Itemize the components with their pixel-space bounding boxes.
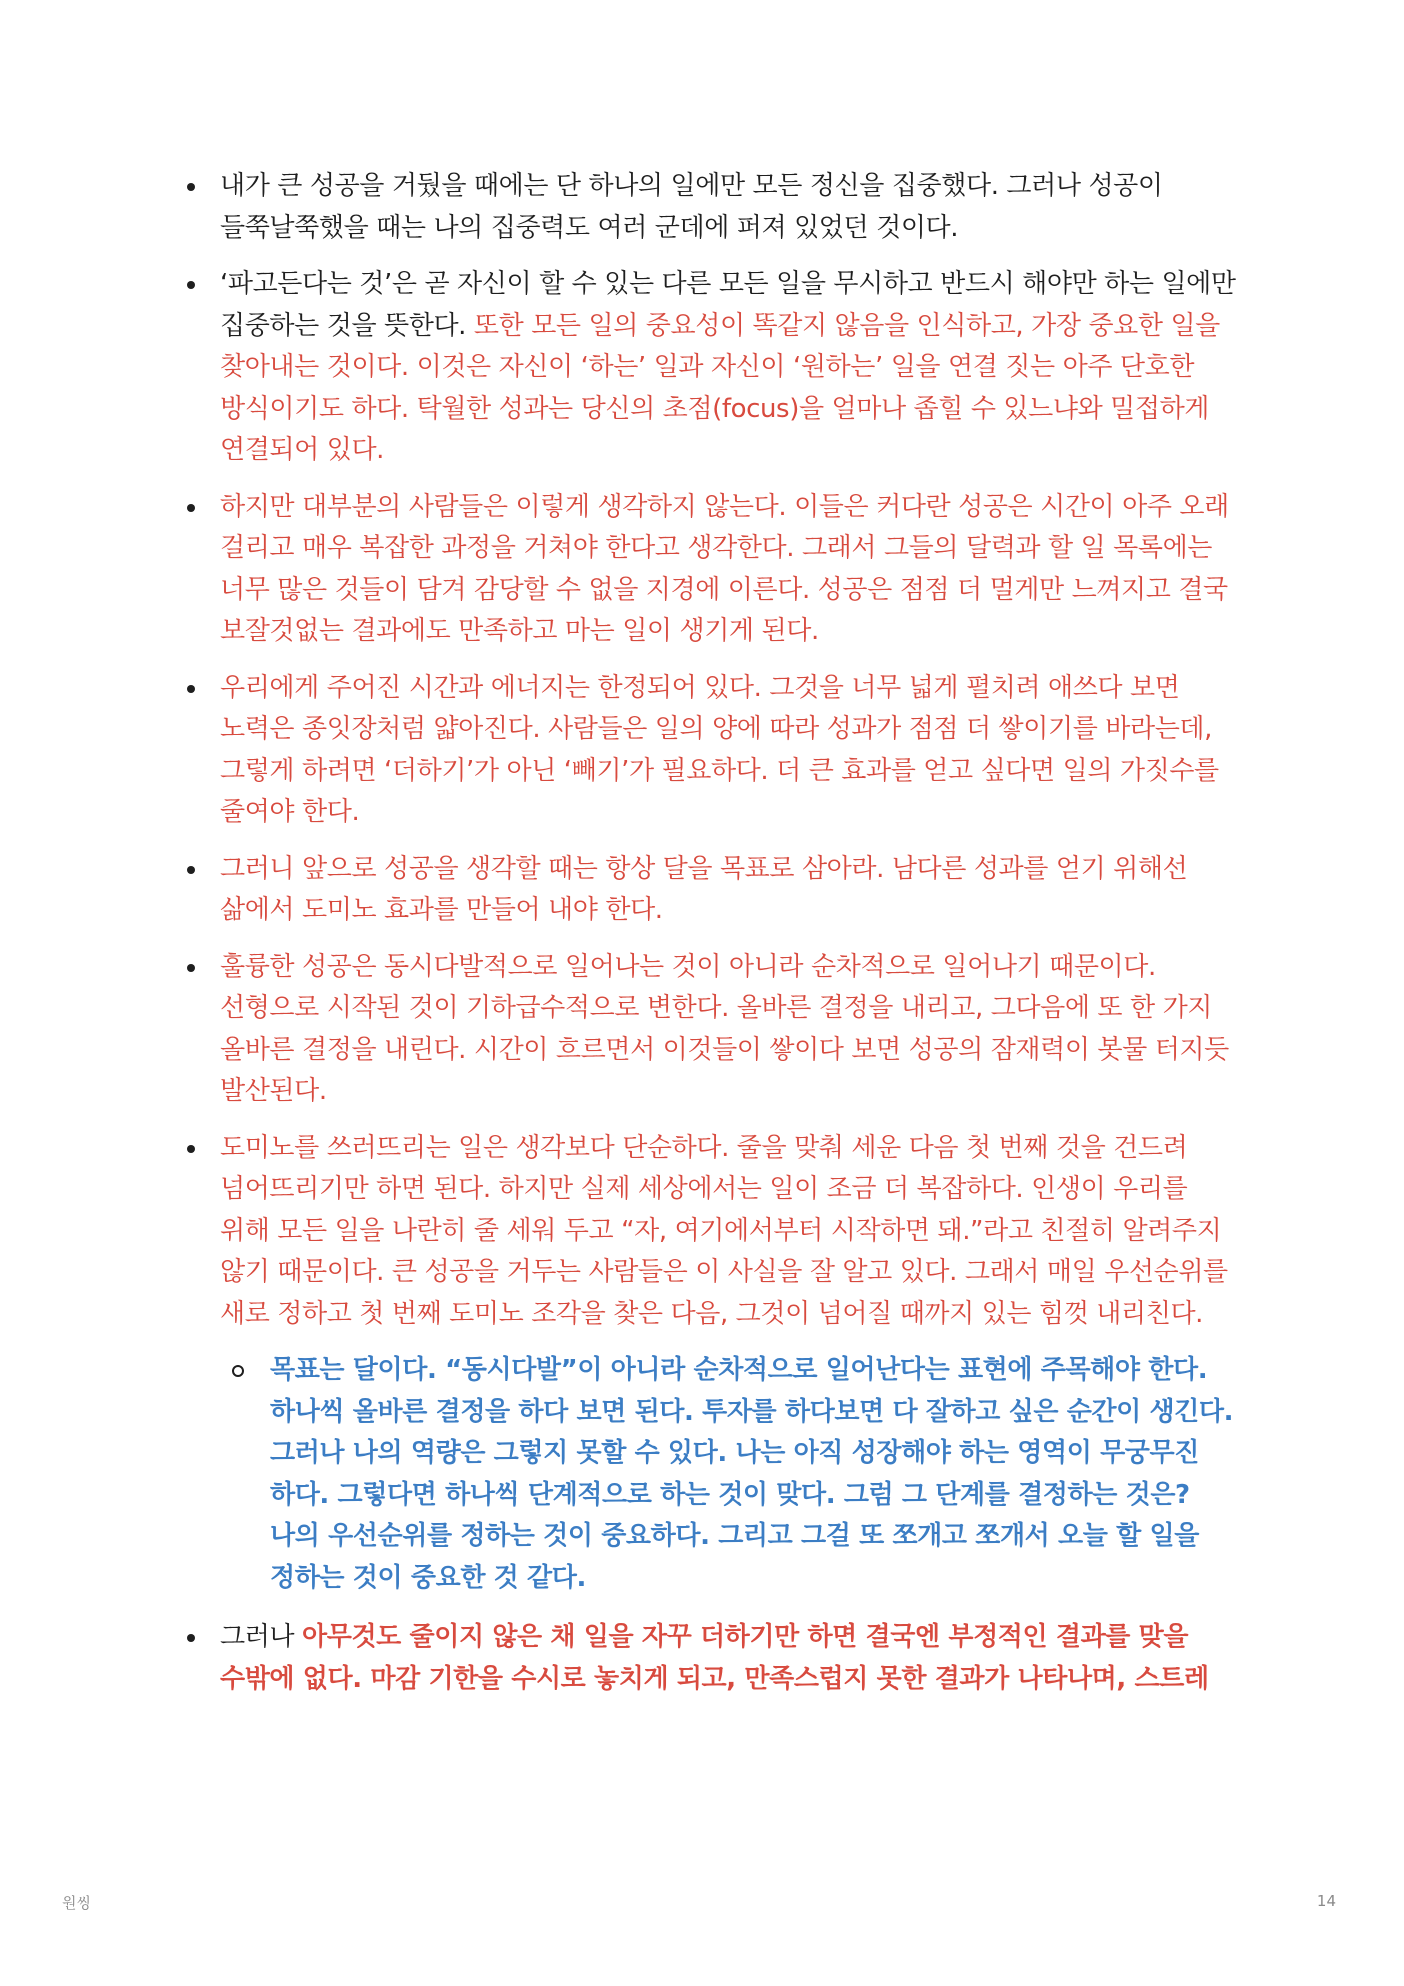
item-highlight-text: 하지만 대부분의 사람들은 이렇게 생각하지 않는다. 이들은 커다란 성공은 시간이 아주 오래 걸리고 매우 복잡한 과정을 거쳐야 한다고 생각한다. 그래서 그들의 달력과 할 일 목록에는 너무 많은 것들이 담겨 감당할 수 없을 지경에 이른다. 성공은 점점 더 멀게만 느껴지고 결국 보잘것없는 결과에도 만족하고 마는 일이 생기게 된다. <box>220 491 1229 646</box>
item-text: 내가 큰 성공을 거뒀을 때에는 단 하나의 일에만 모든 정신을 집중했다. 그러나 성공이 들쭉날쭉했을 때는 나의 집중력도 여러 군데에 퍼져 있었던 것이다. <box>220 171 1163 243</box>
item-bold-highlight-text: 아무것도 줄이지 않은 채 일을 자꾸 더하기만 하면 결국엔 부정적인 결과를 맞을 수밖에 없다. 마감 기한을 수시로 놓치게 되고, 만족스럽지 못한 결과가 나타나며, 스트레 <box>220 1622 1209 1694</box>
note-text: 목표는 달이다. “동시다발”이 아니라 순차적으로 일어난다는 표현에 주목해야 한다. 하나씩 올바른 결정을 하다 보면 된다. 투자를 하다보면 다 잘하고 싶은 순간이 생긴다. 그러나 나의 역량은 그렇지 못할 수 있다. 나는 아직 성장해야 하는 영역이 무궁무진 하다. 그렇다면 하나씩 단계적으로 하는 것이 맞다. 그럼 그 단계를 결정하는 것은? 나의 우선순위를 정하는 것이 중요하다. 그리고 그걸 또 쪼개고 쪼개서 오늘 할 일을 정하는 것이 중요한 것 같다. <box>270 1355 1234 1593</box>
page-content <box>180 166 1240 1715</box>
list-item <box>180 264 1240 472</box>
item-highlight-text: 훌륭한 성공은 동시다발적으로 일어나는 것이 아니라 순차적으로 일어나기 때문이다. 선형으로 시작된 것이 기하급수적으로 변한다. 올바른 결정을 내리고, 그다음에 또 한 가지 올바른 결정을 내린다. 시간이 흐르면서 이것들이 쌓이다 보면 성공의 잠재력이 봇물 터지듯 발산된다. <box>220 951 1229 1106</box>
footer-page-number: 14 <box>1316 1892 1336 1910</box>
footer-book-title: 원씽 <box>62 1894 91 1912</box>
list-item <box>180 947 1240 1113</box>
nested-list-item-note <box>230 1350 1240 1599</box>
list-item <box>180 849 1240 932</box>
item-highlight-text: 그러니 앞으로 성공을 생각할 때는 항상 달을 목표로 삼아라. 남다른 성과를 얻기 위해선 삶에서 도미노 효과를 만들어 내야 한다. <box>220 853 1188 925</box>
list-item <box>180 668 1240 834</box>
list-item <box>180 487 1240 653</box>
item-highlight-text: 도미노를 쓰러뜨리는 일은 생각보다 단순하다. 줄을 맞춰 세운 다음 첫 번째 것을 건드려 넘어뜨리기만 하면 된다. 하지만 실제 세상에서는 일이 조금 더 복잡하다. 인생이 우리를 위해 모든 일을 나란히 줄 세워 두고 “자, 여기에서부터 시작하면 돼.”라고 친절히 알려주지 않기 때문이다. 큰 성공을 거두는 사람들은 이 사실을 잘 알고 있다. 그래서 매일 우선순위를 새로 정하고 첫 번째 도미노 조각을 찾은 다음, 그것이 넘어질 때까지 있는 힘껏 내리친다. <box>220 1132 1228 1329</box>
item-text: ‘파고든다는 것’은 곧 자신이 할 수 있는 다른 모든 일을 무시하고 반드시 해야만 하는 일에만 집중하는 것을 뜻한다. <box>220 269 1236 341</box>
item-text: 그러나 <box>220 1622 303 1652</box>
list-item <box>180 1128 1240 1336</box>
item-highlight-text: 또한 모든 일의 중요성이 똑같지 않음을 인식하고, 가장 중요한 일을 찾아내는 것이다. 이것은 자신이 ‘하는’ 일과 자신이 ‘원하는’ 일을 연결 짓는 아주 단호한 방식이기도 하다. 탁월한 성과는 당신의 초점(focus)을 얼마나 좁힐 수 있느냐와 밀접하게 연결되어 있다. <box>220 310 1220 465</box>
list-item <box>180 1617 1240 1700</box>
item-highlight-text: 우리에게 주어진 시간과 에너지는 한정되어 있다. 그것을 너무 넓게 펼치려 애쓰다 보면 노력은 종잇장처럼 얇아진다. 사람들은 일의 양에 따라 성과가 점점 더 쌓이기를 바라는데, 그렇게 하려면 ‘더하기’가 아닌 ‘빼기’가 필요하다. 더 큰 효과를 얻고 싶다면 일의 가짓수를 줄여야 한다. <box>220 672 1219 827</box>
list-item <box>180 166 1240 249</box>
